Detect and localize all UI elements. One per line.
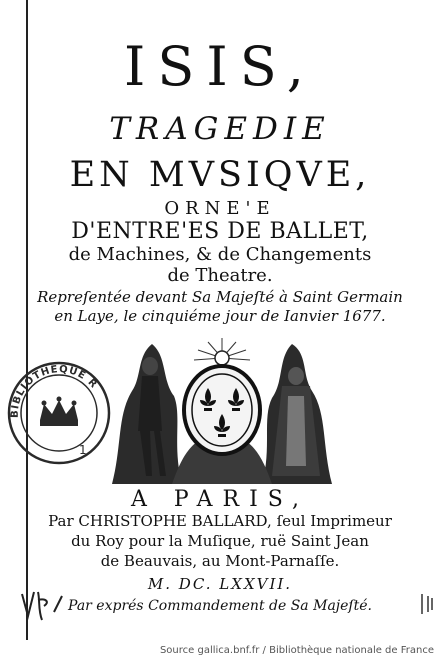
source-credit: Source gallica.bnf.fr / Bibliothèque nationale de France	[159, 645, 434, 656]
publisher-line-1: Par CHRISTOPHE BALLARD, ſeul Imprimeur	[48, 512, 392, 530]
margin-mark	[418, 592, 434, 616]
machines-line: de Machines, & de Changements	[68, 244, 372, 265]
entrees-line: D'ENTRE'ES DE BALLET,	[71, 219, 369, 244]
publisher-line-3: de Beauvais, au Mont-Parnaſſe.	[100, 552, 340, 570]
performance-line-1: Repreſentée devant Sa Majeſté à Saint Germain	[37, 288, 403, 306]
theatre-line: de Theatre.	[167, 265, 273, 286]
ornee-line: ORNE'E	[164, 198, 276, 219]
book-title: ISIS,	[124, 35, 316, 98]
publication-year: M. DC. LXXVII.	[147, 575, 293, 593]
privilege-line: Par exprés Commandement de Sa Majeſté.	[68, 598, 372, 614]
stamp-text: BIBLIOTHEQUE R	[9, 364, 100, 419]
genre-subline: EN MVSIQVE,	[69, 155, 371, 195]
publisher-line-2: du Roy pour la Muſique, ruë Saint Jean	[71, 532, 369, 550]
handwritten-mark	[18, 586, 68, 626]
stamp-number: 1	[79, 443, 87, 457]
royal-arms-engraving	[112, 336, 332, 484]
performance-line-2: en Laye, le cinquiéme jour de Ianvier 1677.	[54, 307, 386, 325]
library-stamp	[4, 358, 114, 468]
genre-line: TRAGEDIE	[109, 111, 331, 147]
city-line: A PARIS,	[130, 487, 310, 512]
